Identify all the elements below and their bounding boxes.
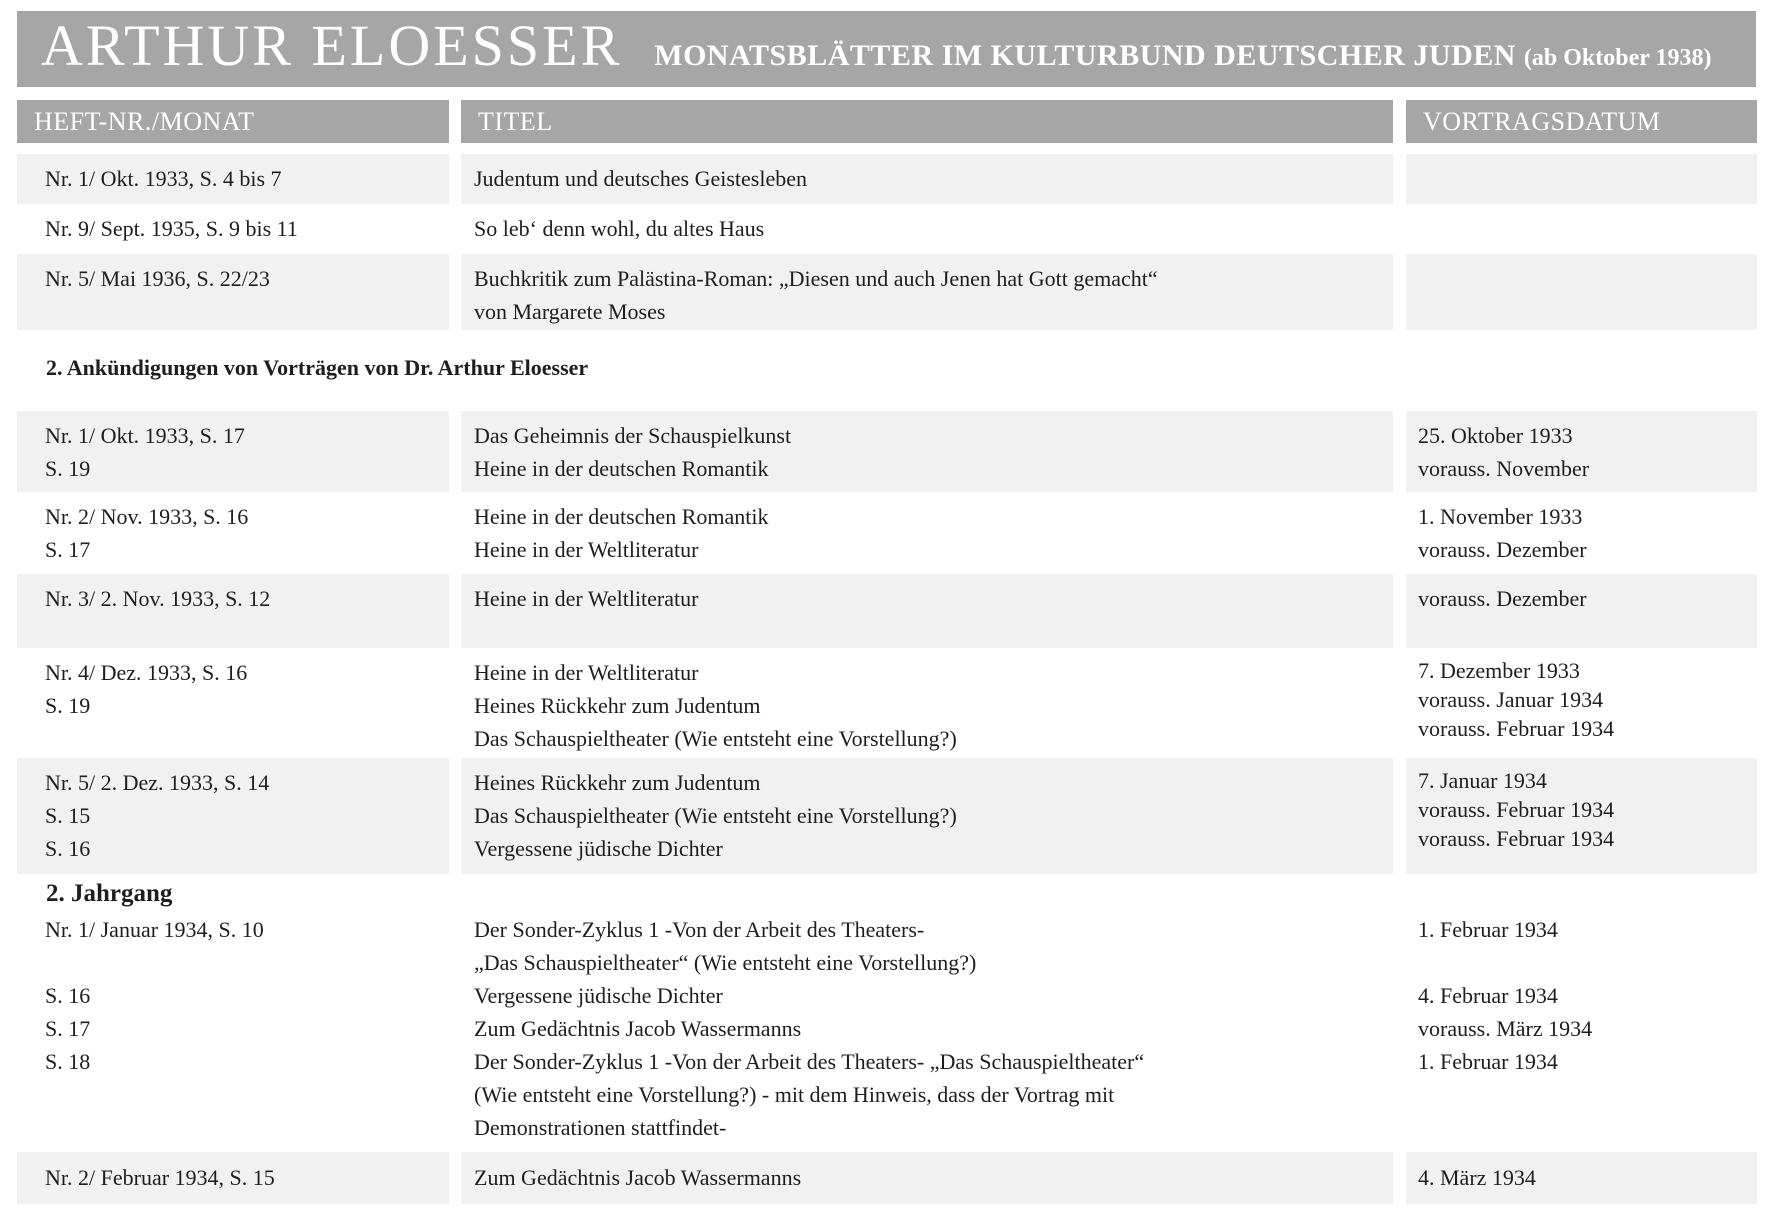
year-heading: 2. Jahrgang <box>46 880 173 907</box>
cell-line: „Das Schauspieltheater“ (Wie entsteht eine Vorstellung?) <box>474 950 977 975</box>
cell-line: vorauss. Februar 1934 <box>1418 797 1615 822</box>
cell-line: 4. März 1934 <box>1418 1165 1536 1190</box>
cell-line: 1. Februar 1934 <box>1418 917 1558 942</box>
titel-cell <box>461 254 1393 330</box>
cell-line: Nr. 2/ Nov. 1933, S. 16 <box>45 504 249 529</box>
cell-line: S. 18 <box>45 1049 91 1074</box>
cell-line <box>1418 946 1757 979</box>
cell-line: Heines Rückkehr zum Judentum <box>474 693 761 718</box>
heft-cell <box>17 907 449 1147</box>
datum-cell <box>1406 411 1757 492</box>
datum-cell <box>1406 254 1757 330</box>
titel-cell <box>461 204 1393 254</box>
datum-cell <box>1406 574 1757 648</box>
cell-line: 4. Februar 1934 <box>1418 983 1558 1008</box>
cell-line: 25. Oktober 1933 <box>1418 423 1573 448</box>
cell-line: Nr. 2/ Februar 1934, S. 15 <box>45 1165 275 1190</box>
cell-line: Vergessene jüdische Dichter <box>474 983 723 1008</box>
cell-line: Das Geheimnis der Schauspielkunst <box>474 423 792 448</box>
column-header-datum: VORTRAGSDATUM <box>1406 100 1757 143</box>
datum-cell <box>1406 154 1757 204</box>
cell-line: Nr. 1/ Januar 1934, S. 10 <box>45 917 264 942</box>
titel-cell <box>461 154 1393 204</box>
cell-line: So leb‘ denn wohl, du altes Haus <box>474 216 765 241</box>
titel-cell <box>461 411 1393 492</box>
titel-cell <box>461 1152 1393 1204</box>
datum-cell <box>1406 1152 1757 1204</box>
cell-line: Heine in der deutschen Romantik <box>474 504 769 529</box>
cell-line: Zum Gedächtnis Jacob Wassermanns <box>474 1165 802 1190</box>
cell-line: Nr. 3/ 2. Nov. 1933, S. 12 <box>45 586 271 611</box>
cell-line: vorauss. November <box>1418 456 1590 481</box>
cell-line: Der Sonder-Zyklus 1 -Von der Arbeit des Theaters- „Das Schauspieltheater“ <box>474 1049 1145 1074</box>
cell-line: Heine in der deutschen Romantik <box>474 456 769 481</box>
datum-cell <box>1406 204 1757 254</box>
cell-line: Heine in der Weltliteratur <box>474 586 699 611</box>
cell-line: S. 16 <box>45 836 91 861</box>
titel-cell <box>461 492 1393 574</box>
cell-line: Judentum und deutsches Geistesleben <box>474 166 807 191</box>
cell-line: 1. November 1933 <box>1418 504 1583 529</box>
author-name: ARTHUR ELOESSER <box>41 13 623 78</box>
cell-line: vorauss. März 1934 <box>1418 1016 1593 1041</box>
cell-line: Demonstrationen stattfindet- <box>474 1115 727 1140</box>
cell-line: S. 15 <box>45 803 91 828</box>
cell-line: Nr. 5/ 2. Dez. 1933, S. 14 <box>45 770 270 795</box>
cell-line <box>45 946 449 979</box>
cell-line: vorauss. Januar 1934 <box>1418 687 1604 712</box>
heft-cell <box>17 574 449 648</box>
cell-line: S. 19 <box>45 456 91 481</box>
cell-line: Nr. 1/ Okt. 1933, S. 4 bis 7 <box>45 166 282 191</box>
cell-line: Heine in der Weltliteratur <box>474 660 699 685</box>
cell-line: vorauss. Dezember <box>1418 586 1587 611</box>
publication-name: MONATSBLÄTTER IM KULTURBUND DEUTSCHER JUDEN <box>654 39 1516 72</box>
datum-cell <box>1406 648 1757 758</box>
publication-title <box>654 39 1711 73</box>
cell-line: Heine in der Weltliteratur <box>474 537 699 562</box>
cell-line: S. 17 <box>45 537 91 562</box>
heft-cell <box>17 204 449 254</box>
cell-line: Heines Rückkehr zum Judentum <box>474 770 761 795</box>
section-heading: 2. Ankündigungen von Vorträgen von Dr. Arthur Eloesser <box>46 355 589 380</box>
column-header-titel: TITEL <box>461 100 1393 143</box>
cell-line: 1. Februar 1934 <box>1418 1049 1558 1074</box>
datum-cell <box>1406 758 1757 874</box>
cell-line: S. 19 <box>45 693 91 718</box>
cell-line: vorauss. Dezember <box>1418 537 1587 562</box>
cell-line: 7. Dezember 1933 <box>1418 658 1580 683</box>
cell-line: Nr. 5/ Mai 1936, S. 22/23 <box>45 266 270 291</box>
cell-line: S. 17 <box>45 1016 91 1041</box>
publication-date-note: (ab Oktober 1938) <box>1523 45 1712 71</box>
cell-line: (Wie entsteht eine Vorstellung?) - mit dem Hinweis, dass der Vortrag mit <box>474 1082 1115 1107</box>
cell-line: Das Schauspieltheater (Wie entsteht eine Vorstellung?) <box>474 803 957 828</box>
titel-cell <box>461 907 1393 1147</box>
heft-cell <box>17 254 449 330</box>
cell-line: vorauss. Februar 1934 <box>1418 826 1615 851</box>
datum-cell <box>1406 907 1757 1147</box>
heft-cell <box>17 492 449 574</box>
heft-cell <box>17 758 449 874</box>
cell-line: Vergessene jüdische Dichter <box>474 836 723 861</box>
heft-cell <box>17 648 449 758</box>
cell-line: Nr. 4/ Dez. 1933, S. 16 <box>45 660 248 685</box>
titel-cell <box>461 574 1393 648</box>
titel-cell <box>461 648 1393 758</box>
cell-line: Nr. 9/ Sept. 1935, S. 9 bis 11 <box>45 216 298 241</box>
cell-line: S. 16 <box>45 983 91 1008</box>
cell-line: von Margarete Moses <box>474 299 666 324</box>
heft-cell <box>17 154 449 204</box>
heft-cell <box>17 1152 449 1204</box>
cell-line: 7. Januar 1934 <box>1418 768 1547 793</box>
cell-line: Buchkritik zum Palästina-Roman: „Diesen und auch Jenen hat Gott gemacht“ <box>474 266 1158 291</box>
cell-line: Nr. 1/ Okt. 1933, S. 17 <box>45 423 245 448</box>
title-banner <box>17 11 1756 87</box>
titel-cell <box>461 758 1393 874</box>
column-header-heft: HEFT-NR./MONAT <box>17 100 449 143</box>
cell-line: vorauss. Februar 1934 <box>1418 716 1615 741</box>
heft-cell <box>17 411 449 492</box>
datum-cell <box>1406 492 1757 574</box>
cell-line: Zum Gedächtnis Jacob Wassermanns <box>474 1016 802 1041</box>
cell-line: Der Sonder-Zyklus 1 -Von der Arbeit des Theaters- <box>474 917 925 942</box>
cell-line: Das Schauspieltheater (Wie entsteht eine Vorstellung?) <box>474 726 957 751</box>
